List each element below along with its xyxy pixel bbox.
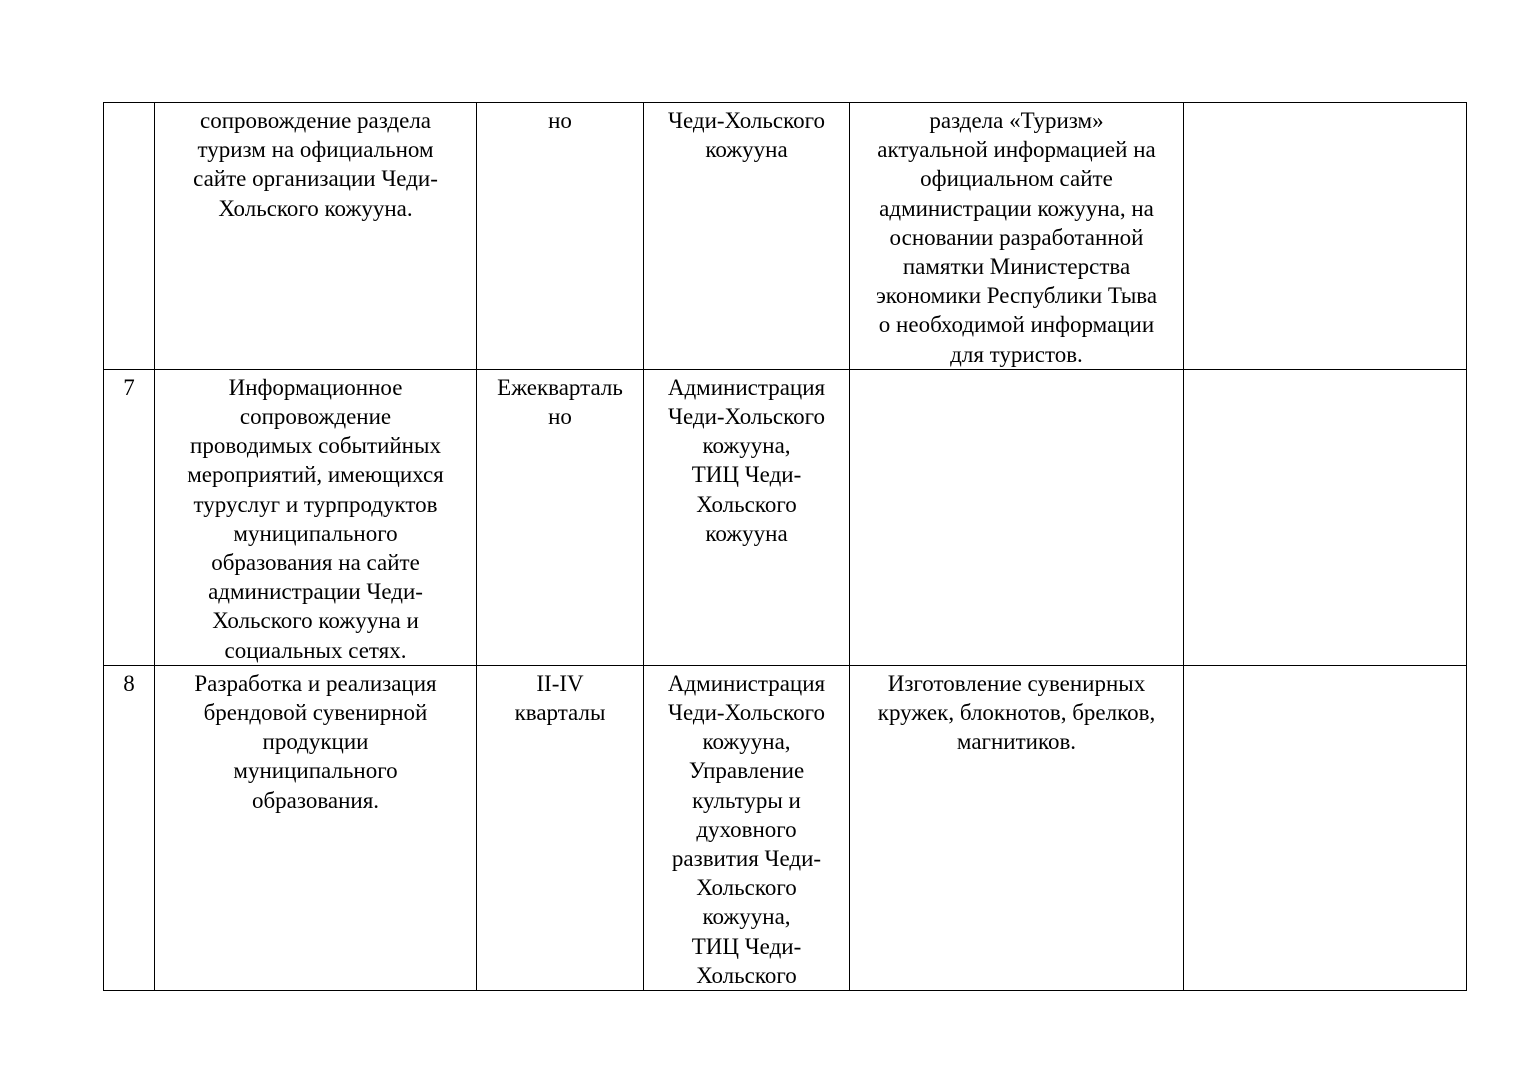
notes-cell — [1184, 369, 1467, 665]
activity-cell: сопровождение раздела туризм на официальном сайте организации Чеди- Хольского кожууна. — [155, 103, 477, 370]
period-cell: Ежекварталь но — [477, 369, 644, 665]
period-cell: но — [477, 103, 644, 370]
result-cell: Изготовление сувенирных кружек, блокнотов, брелков, магнитиков. — [850, 665, 1184, 990]
period-cell: II-IV кварталы — [477, 665, 644, 990]
table-row — [104, 665, 1467, 990]
result-cell: раздела «Туризм» актуальной информацией на официальном сайте администрации кожууна, на основании разработанной памятки Министерства экономики Республики Тыва о необходимой информации для туристов. — [850, 103, 1184, 370]
plan-table — [103, 102, 1467, 991]
row-number-cell: 8 — [104, 665, 155, 990]
row-number-cell — [104, 103, 155, 370]
responsible-cell: Администрация Чеди-Хольского кожууна, Управление культуры и духовного развития Чеди- Хольского кожууна, ТИЦ Чеди- Хольского — [644, 665, 850, 990]
table-row — [104, 103, 1467, 370]
table-row — [104, 369, 1467, 665]
responsible-cell: Администрация Чеди-Хольского кожууна, ТИЦ Чеди- Хольского кожууна — [644, 369, 850, 665]
responsible-cell: Чеди-Хольского кожууна — [644, 103, 850, 370]
notes-cell — [1184, 103, 1467, 370]
row-number-cell: 7 — [104, 369, 155, 665]
activity-cell: Информационное сопровождение проводимых событийных мероприятий, имеющихся туруслуг и турпродуктов муниципального образования на сайте администрации Чеди- Хольского кожууна и социальных сетях. — [155, 369, 477, 665]
activity-cell: Разработка и реализация брендовой сувенирной продукции муниципального образования. — [155, 665, 477, 990]
notes-cell — [1184, 665, 1467, 990]
result-cell — [850, 369, 1184, 665]
